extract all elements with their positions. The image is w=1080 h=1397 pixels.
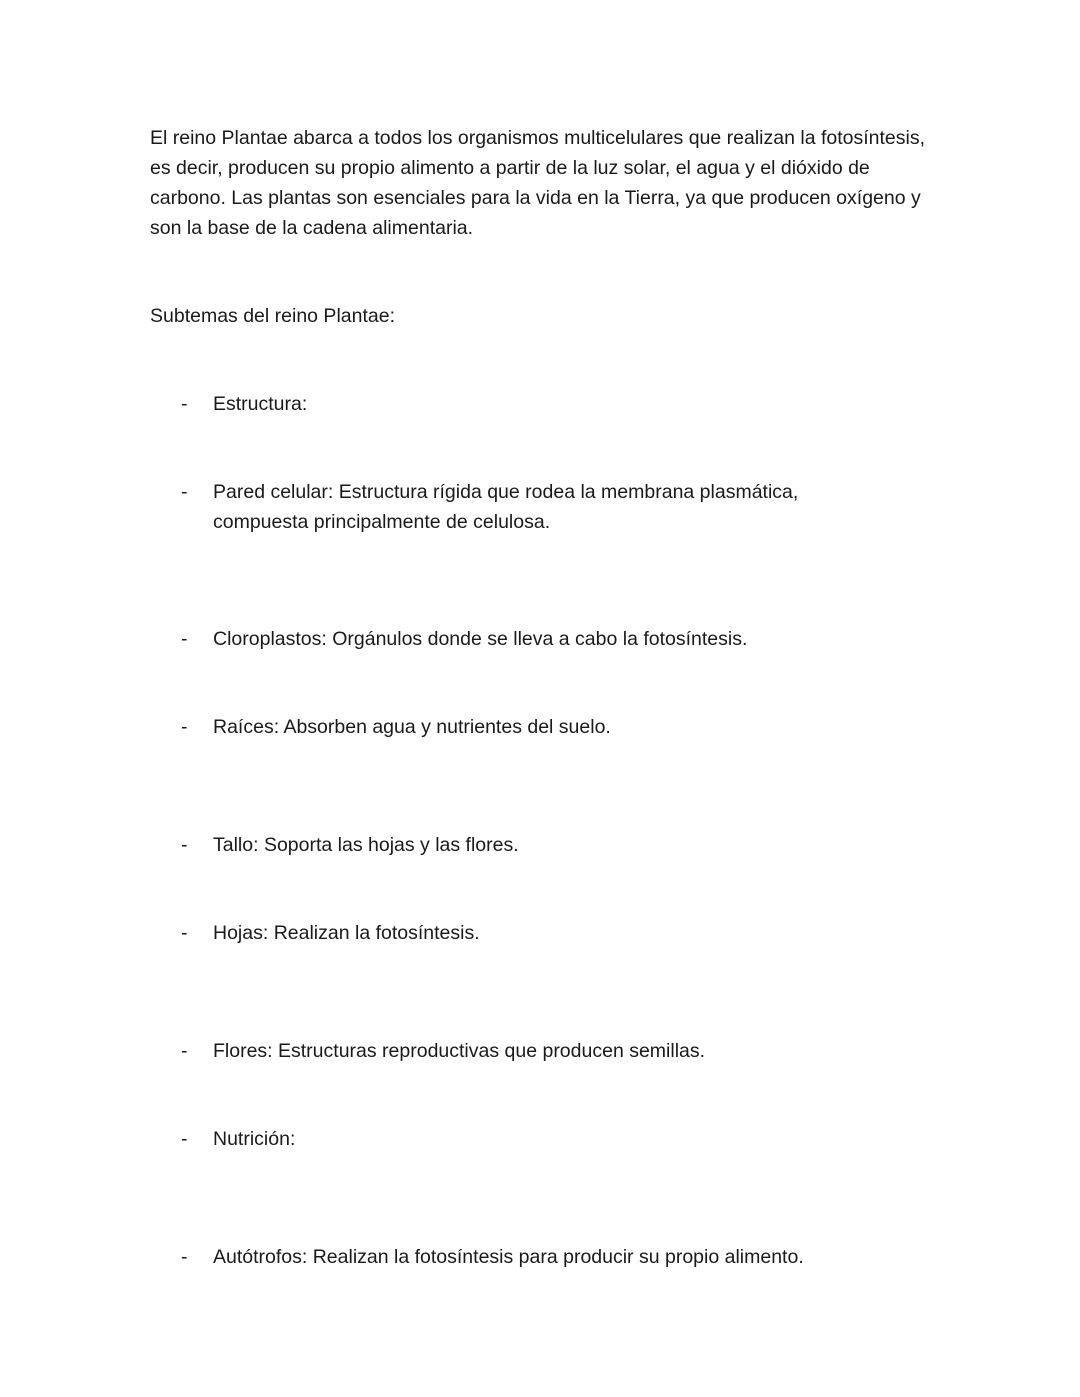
bullet-dash: - — [181, 716, 188, 738]
list-item-text: Cloroplastos: Orgánulos donde se lleva a cabo la fotosíntesis. — [213, 628, 748, 650]
subtopics-heading: Subtemas del reino Plantae: — [150, 305, 395, 327]
bullet-dash: - — [181, 393, 188, 415]
list-item-text: Flores: Estructuras reproductivas que producen semillas. — [213, 1040, 706, 1062]
bullet-dash: - — [181, 628, 188, 650]
bullet-dash: - — [181, 481, 188, 503]
list-item-text: Raíces: Absorben agua y nutrientes del suelo. — [213, 716, 611, 738]
list-item-text: Hojas: Realizan la fotosíntesis. — [213, 922, 480, 944]
bullet-dash: - — [181, 1040, 188, 1062]
bullet-dash: - — [181, 1128, 188, 1150]
intro-paragraph: El reino Plantae abarca a todos los organismos multicelulares que realizan la fotosíntesis, es decir, producen su propio alimento a partir de la luz solar, el agua y el dióxido de carbono. Las plantas son esenciales para la vida en la Tierra, ya que producen oxígeno y son la base de la cadena alimentaria. — [150, 127, 926, 239]
bullet-dash: - — [181, 1246, 188, 1268]
list-item-text: Tallo: Soporta las hojas y las flores. — [213, 834, 519, 856]
list-item-text: Pared celular: Estructura rígida que rodea la membrana plasmática, compuesta principalmente de celulosa. — [213, 481, 799, 533]
list-item-text: Nutrición: — [213, 1128, 296, 1150]
list-item-text: Autótrofos: Realizan la fotosíntesis para producir su propio alimento. — [213, 1246, 804, 1268]
list-item-text: Estructura: — [213, 393, 308, 415]
bullet-dash: - — [181, 834, 188, 856]
bullet-dash: - — [181, 922, 188, 944]
